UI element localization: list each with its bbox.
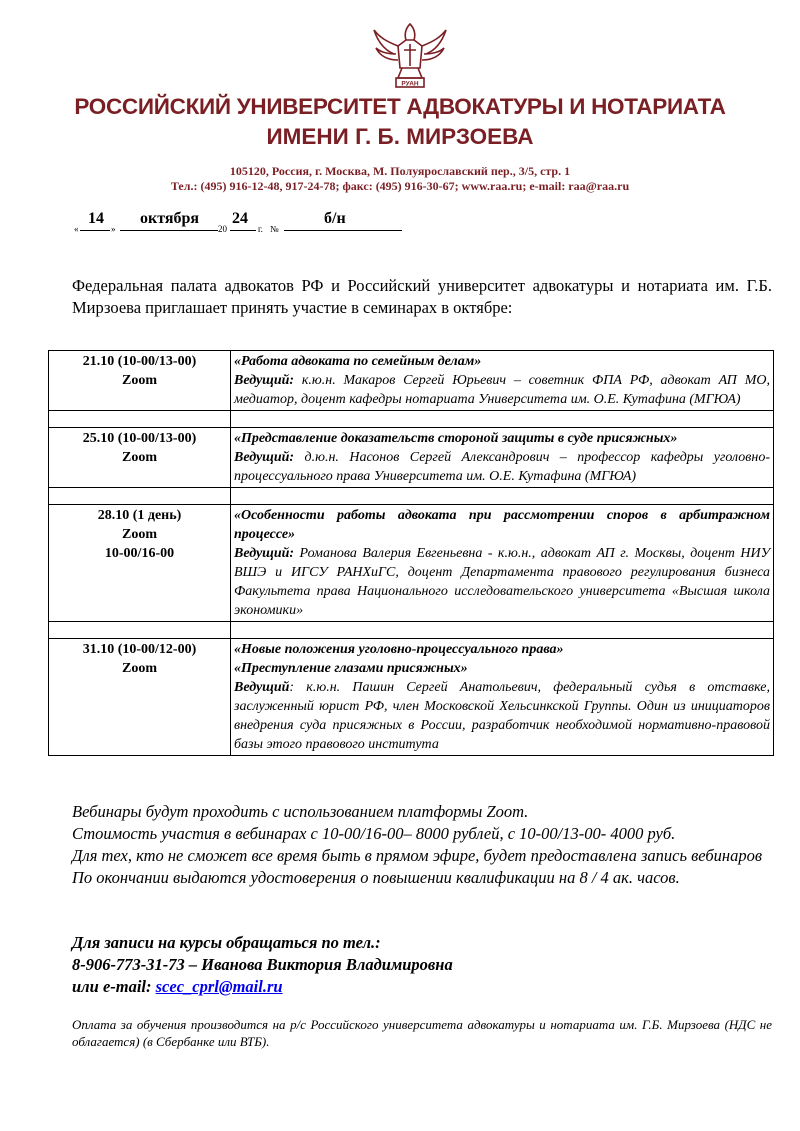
document-date-line xyxy=(74,208,414,238)
seminar-title: «Новые положения уголовно-процессуального права» xyxy=(234,642,564,657)
seminar-lead xyxy=(234,448,770,486)
table-row xyxy=(49,428,774,488)
seminar-description-cell xyxy=(231,351,774,411)
lead-label: Ведущий xyxy=(234,680,290,695)
seminar-lead xyxy=(234,371,770,409)
lead-label: Ведущий: xyxy=(234,373,295,388)
lead-text: Романова Валерия Евгеньевна - к.ю.н., адвокат АП г. Москвы, доцент НИУ ВШЭ и ИГСУ РАНХиГС, доцент Департамента правового регулирования бизнеса Факультета права Национального исследовательского университета «Высшая школа экономики» xyxy=(234,546,770,618)
number-sign: № xyxy=(270,224,279,234)
seminar-platform: Zoom xyxy=(122,527,157,542)
lead-text: к.ю.н. Макаров Сергей Юрьевич – советник ФПА РФ, адвокат АП МО, медиатор, доцент кафедры нотариата Университета им. О.Е. Кутафина (МГЮА) xyxy=(234,373,770,407)
seminar-title: «Работа адвоката по семейным делам» xyxy=(234,354,482,369)
lead-text: д.ю.н. Насонов Сергей Александрович – профессор кафедры уголовно-процессуального права Университета им. О.Е. Кутафина (МГЮА) xyxy=(234,450,770,484)
contact-details: Тел.: (495) 916-12-48, 917-24-78; факс: (495) 916-30-67; www.raa.ru; e-mail: raa@raa.ru xyxy=(170,179,630,193)
note-recording: Для тех, кто не сможет все время быть в прямом эфире, будет предоставлена запись вебинаров xyxy=(72,846,763,865)
payment-note: Оплата за обучения производится на р/с Российского университета адвокатуры и нотариата им. Г.Б. Мирзоева (НДС не облагается) (в Сбербанке или ВТБ). xyxy=(72,1017,772,1049)
seminar-subtitle: «Преступление глазами присяжных» xyxy=(234,661,468,676)
table-row xyxy=(49,639,774,756)
year-underline xyxy=(230,230,256,231)
seminar-time-cell xyxy=(49,639,231,756)
seminar-lead xyxy=(234,544,770,620)
seminar-platform: Zoom xyxy=(122,450,157,465)
email-link[interactable]: scec_cprl@mail.ru xyxy=(155,977,283,996)
intro-paragraph: Федеральная палата адвокатов РФ и Российский университет адвокатуры и нотариата им. Г.Б. Мирзоева приглашает принять участие в семинарах в октябре: xyxy=(72,276,772,317)
university-name-line2: ИМЕНИ Г. Б. МИРЗОЕВА xyxy=(266,124,534,149)
year-prefix: 20 xyxy=(218,224,227,234)
document-number: б/н xyxy=(324,210,346,227)
email-prefix: или e-mail: xyxy=(72,977,156,996)
contact-phone: 8-906-773-31-73 – Иванова Виктория Владимировна xyxy=(72,955,453,974)
lead-label: Ведущий: xyxy=(234,546,295,561)
seminar-description-cell xyxy=(231,505,774,622)
postal-address: 105120, Россия, г. Москва, М. Полуярославский пер., 3/5, стр. 1 xyxy=(229,164,571,178)
quote-close: » xyxy=(111,224,116,234)
seminar-date: 21.10 (10-00/13-00) xyxy=(82,354,197,369)
svg-text:РУАН: РУАН xyxy=(401,80,419,88)
seminar-description-cell xyxy=(231,639,774,756)
university-name: РОССИЙСКИЙ УНИВЕРСИТЕТ АДВОКАТУРЫ И НОТАРИАТА xyxy=(74,94,726,119)
seminar-schedule-table xyxy=(48,350,774,756)
number-underline xyxy=(284,230,402,231)
seminar-title: «Представление доказательств стороной защиты в суде присяжных» xyxy=(234,431,678,446)
contact-email-line xyxy=(72,976,772,998)
date-month: октября xyxy=(140,210,200,227)
date-year: 24 xyxy=(232,210,248,227)
date-day: 14 xyxy=(88,210,104,227)
seminar-date: 28.10 (1 день) xyxy=(97,508,182,523)
lead-label: Ведущий: xyxy=(234,450,295,465)
table-spacer-row xyxy=(49,622,774,639)
seminar-hours: 10-00/16-00 xyxy=(104,546,175,561)
note-certificate: По окончании выдаются удостоверения о повышении квалификации на 8 / 4 ак. часов. xyxy=(72,868,680,887)
year-suffix: г. xyxy=(258,224,263,234)
quote-open: « xyxy=(74,224,79,234)
seminar-time-cell xyxy=(49,505,231,622)
seminar-date: 25.10 (10-00/13-00) xyxy=(82,431,197,446)
seminar-lead xyxy=(234,678,770,754)
contact-heading: Для записи на курсы обращаться по тел.: xyxy=(72,933,381,952)
seminar-platform: Zoom xyxy=(122,661,157,676)
note-price: Стоимость участия в вебинарах с 10-00/16-00– 8000 рублей, с 10-00/13-00- 4000 руб. xyxy=(72,824,676,843)
table-spacer-row xyxy=(49,411,774,428)
seminar-time-cell xyxy=(49,428,231,488)
table-row xyxy=(49,505,774,622)
webinar-notes xyxy=(72,801,772,889)
seminar-platform: Zoom xyxy=(122,373,157,388)
month-underline xyxy=(120,230,218,231)
seminar-description-cell xyxy=(231,428,774,488)
lead-text: : к.ю.н. Пашин Сергей Анатольевич, федеральный судья в отставке, заслуженный юрист РФ, член Московской Хельсинкской Группы. Один из инициаторов внедрения суда присяжных в России, разработчик необходимой нормативно-правовой базы этого правового института xyxy=(234,680,770,752)
letterhead xyxy=(0,0,800,200)
seminar-date: 31.10 (10-00/12-00) xyxy=(82,642,197,657)
note-platform: Вебинары будут проходить с использованием платформы Zoom. xyxy=(72,802,529,821)
day-underline xyxy=(80,230,110,231)
table-spacer-row xyxy=(49,488,774,505)
seminar-title: «Особенности работы адвоката при рассмотрении споров в арбитражном процессе» xyxy=(234,508,770,542)
table-row xyxy=(49,351,774,411)
contact-block xyxy=(72,932,772,998)
university-crest-icon xyxy=(370,18,450,90)
seminar-time-cell xyxy=(49,351,231,411)
